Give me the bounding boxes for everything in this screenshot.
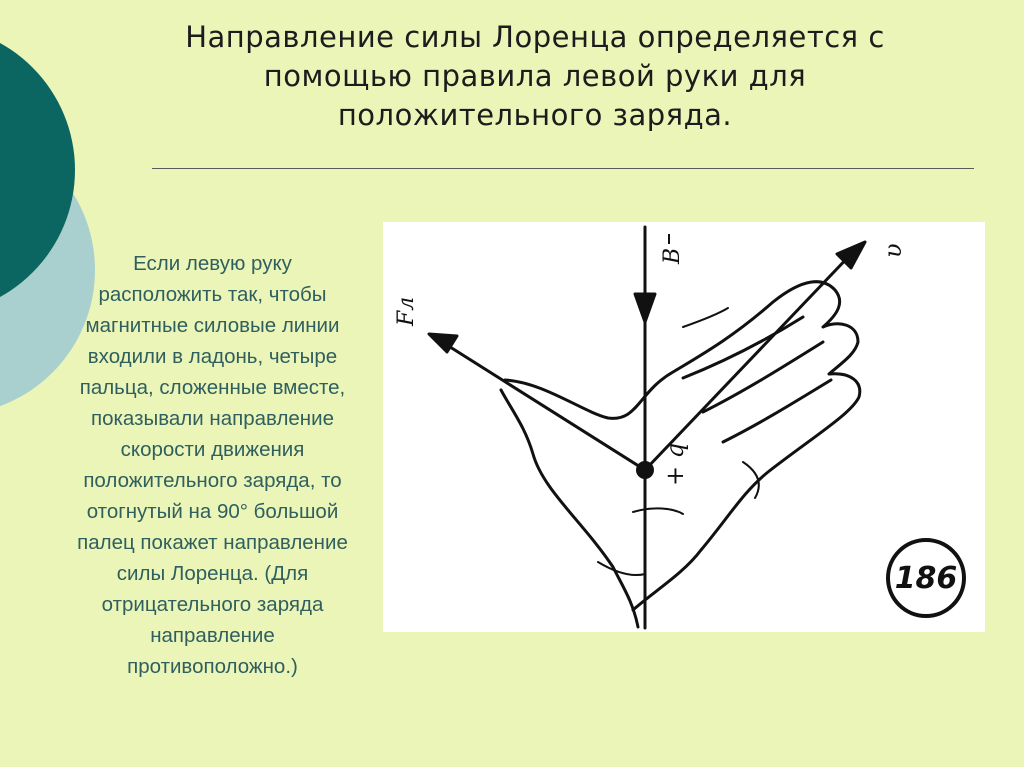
body-line: отрицательного заряда bbox=[101, 593, 324, 616]
hand-lower-edge bbox=[501, 390, 638, 627]
body-line: пальца, сложенные вместе, bbox=[79, 376, 346, 399]
body-line: входили в ладонь, четыре bbox=[87, 345, 338, 368]
body-paragraph bbox=[40, 248, 385, 682]
b-vector-arrowhead bbox=[635, 294, 655, 322]
left-hand-rule-figure bbox=[383, 222, 985, 632]
palm-crease bbox=[598, 562, 645, 575]
body-line: магнитные силовые линии bbox=[85, 314, 340, 337]
body-line: отогнутый на 90° большой bbox=[86, 500, 339, 523]
f-vector-line bbox=[439, 340, 645, 470]
body-line: направление bbox=[150, 624, 275, 647]
body-line: скорости движения bbox=[120, 438, 305, 461]
palm-crease bbox=[633, 508, 683, 514]
finger-line bbox=[703, 342, 823, 412]
body-line: палец покажет направление bbox=[77, 531, 348, 554]
f-label: Fл bbox=[394, 296, 419, 326]
body-line: силы Лоренца. (Для bbox=[116, 562, 309, 585]
v-vector-line bbox=[645, 252, 853, 470]
b-label: B bbox=[660, 247, 685, 264]
finger-line bbox=[723, 380, 831, 442]
body-line: показывали направление bbox=[91, 407, 334, 430]
body-line: расположить так, чтобы bbox=[98, 283, 327, 306]
body-line: положительного заряда, то bbox=[83, 469, 342, 492]
figure-number: 186 bbox=[894, 561, 958, 596]
title-line: Направление силы Лоренца определяется с bbox=[185, 20, 885, 54]
q-label: + q bbox=[661, 442, 689, 486]
charge-dot bbox=[636, 461, 654, 479]
title-line: положительного заряда. bbox=[337, 98, 733, 132]
title-divider bbox=[152, 168, 974, 169]
body-line: противоположно.) bbox=[127, 655, 298, 678]
title-line: помощью правила левой руки для bbox=[263, 59, 807, 93]
body-line: Если левую руку bbox=[133, 252, 292, 275]
v-label: υ bbox=[879, 243, 907, 258]
slide-title bbox=[110, 18, 960, 135]
palm-crease bbox=[683, 308, 728, 327]
